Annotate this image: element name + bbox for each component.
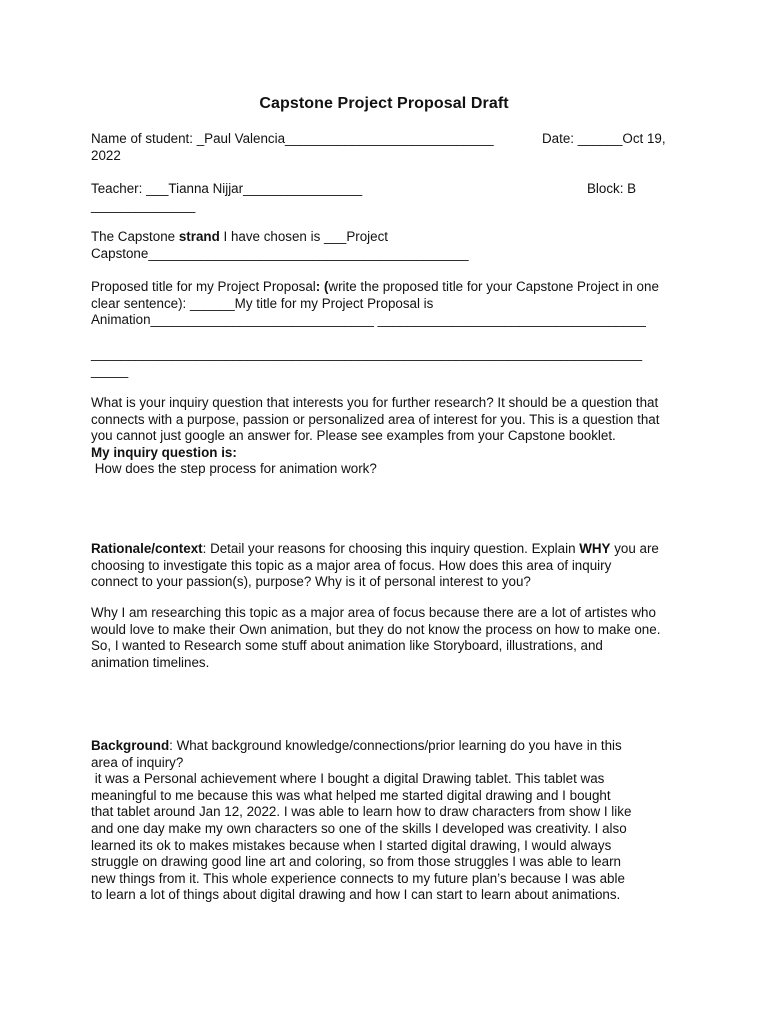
background-answer-line: that tablet around Jan 12, 2022. I was able to learn how to draw characters from show I like	[91, 804, 632, 820]
student-name-line: Name of student: _Paul Valencia____________________________	[91, 131, 494, 146]
document-title: Capstone Project Proposal Draft	[259, 95, 509, 112]
background-section	[91, 738, 681, 904]
background-answer-line: new things from it. This whole experience connects to my future plan’s because I was able	[91, 870, 625, 886]
block-underline: ______________	[91, 198, 196, 213]
proposed-title-line-3: Animation______________________________ ____________________________________	[91, 312, 646, 328]
rationale-prompt-1: Rationale/context: Detail your reasons for choosing this inquiry question. Explain WHY you are	[91, 541, 659, 556]
background-answer-line: meaningful to me because this was what helped me started digital drawing and I bought	[91, 787, 611, 803]
rationale-prompt-2: choosing to investigate this topic as a major area of focus. How does this area of inquiry	[91, 557, 612, 573]
date-year-line: 2022	[91, 148, 121, 163]
proposed-title-section	[91, 279, 681, 329]
background-answer-line: struggle on drawing good line art and coloring, so from those struggles I was able to learn	[91, 854, 621, 870]
strand-line-2: Capstone___________________________________________	[91, 245, 469, 261]
background-prompt-1: Background: What background knowledge/connections/prior learning do you have in this	[91, 738, 622, 753]
inquiry-prompt-1: What is your inquiry question that interests you for further research? It should be a question that	[91, 395, 659, 410]
rationale-answer-line: would love to make their Own animation, but they do not know the process on how to make one.	[91, 621, 661, 637]
proposed-title-line-2: clear sentence): ______My title for my Project Proposal is	[91, 295, 434, 311]
background-answer-line: learned its ok to makes mistakes because when I started digital drawing, I would always	[91, 837, 612, 853]
inquiry-label: My inquiry question is:	[91, 444, 237, 460]
proposed-title-line-1: Proposed title for my Project Proposal: (write the proposed title for your Capstone Project in one	[91, 279, 659, 294]
background-answer-line: it was a Personal achievement where I bought a digital Drawing tablet. This tablet was	[91, 771, 605, 787]
proposed-title-line-4: __________________________________________________________________________	[91, 346, 643, 361]
inquiry-prompt-2: connects with a purpose, passion or personalized area of interest for you. This is a question that	[91, 411, 660, 427]
proposed-title-blank	[91, 346, 681, 379]
strand-section	[91, 229, 681, 262]
background-answer-line: and one day make my own characters so one of the skills I developed was creativity. I also	[91, 820, 627, 836]
rationale-answer	[91, 605, 681, 671]
inquiry-answer: How does the step process for animation work?	[91, 461, 377, 477]
block-line: Block: B	[587, 181, 637, 196]
rationale-answer-line: Why I am researching this topic as a major area of focus because there are a lot of artistes who	[91, 605, 656, 620]
rationale-prompt-3: connect to your passion(s), purpose? Why is it of personal interest to you?	[91, 574, 531, 590]
rationale-answer-line: animation timelines.	[91, 654, 210, 670]
inquiry-prompt-3: you cannot just google an answer for. Please see examples from your Capstone booklet.	[91, 428, 616, 444]
teacher-line: Teacher: ___Tianna Nijjar________________	[91, 181, 363, 196]
background-answer-line: to learn a lot of things about digital drawing and how I can start to learn about animations.	[91, 887, 621, 903]
rationale-section	[91, 541, 681, 591]
rationale-answer-line: So, I wanted to Research some stuff about animation like Storyboard, illustrations, and	[91, 638, 603, 654]
proposed-title-line-5: _____	[91, 362, 129, 378]
date-line: Date: ______Oct 19,	[542, 131, 666, 146]
inquiry-section	[91, 395, 681, 478]
strand-line: The Capstone strand I have chosen is ___Project	[91, 229, 389, 244]
background-prompt-2: area of inquiry?	[91, 754, 184, 770]
